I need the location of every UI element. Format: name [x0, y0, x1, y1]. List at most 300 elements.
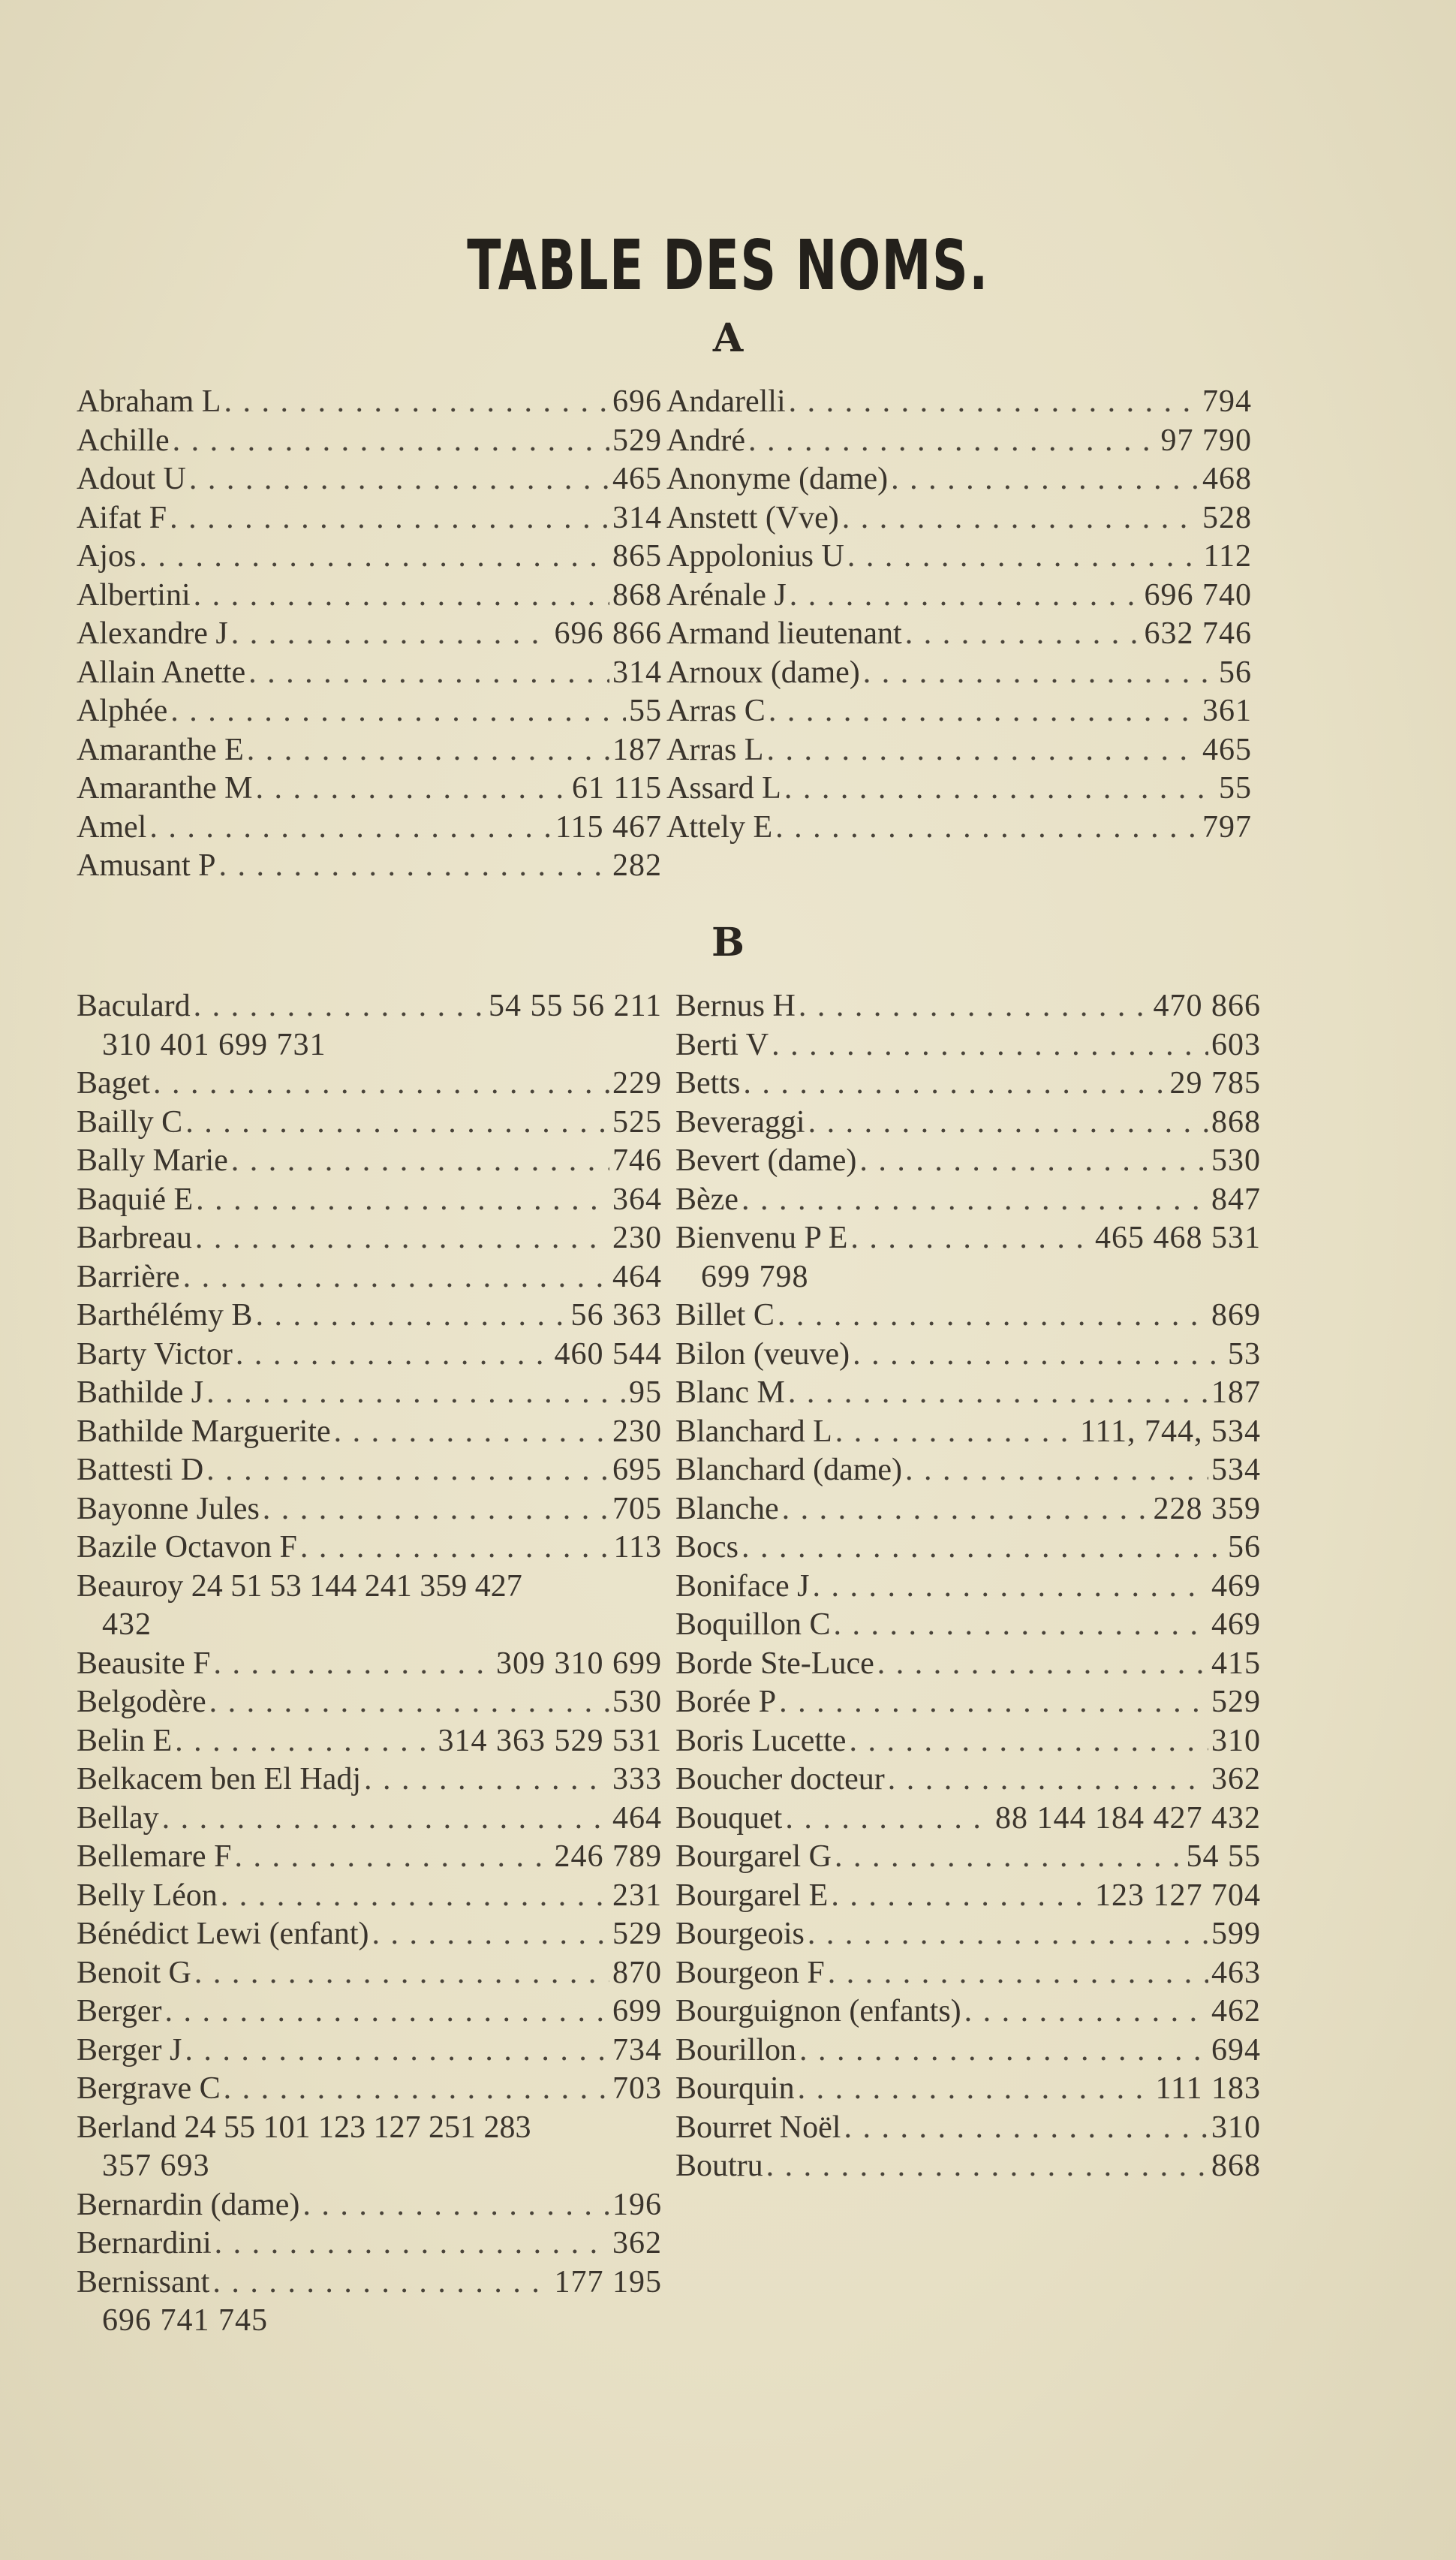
entry-pages: 529	[1211, 1685, 1261, 1719]
entry-name: Barrière	[77, 1259, 180, 1294]
index-entry	[77, 1722, 662, 1761]
index-entry-line	[77, 1142, 662, 1181]
index-entry-line	[675, 1606, 1261, 1645]
entry-pages: 415	[1211, 1646, 1261, 1681]
index-entry-line	[675, 987, 1261, 1026]
dot-leader	[234, 1838, 551, 1877]
entry-name: Belin E	[77, 1723, 173, 1758]
index-entry-line	[675, 1568, 1261, 1607]
index-entry	[675, 1992, 1261, 2031]
index-entry-line	[675, 1490, 1261, 1529]
index-entry	[77, 1297, 662, 1336]
index-entry	[675, 2109, 1261, 2148]
index-entry-line	[77, 1683, 662, 1722]
entry-pages: 314	[612, 500, 662, 535]
index-entry	[675, 1800, 1261, 1839]
entry-pages: 113	[613, 1530, 662, 1565]
entry-name: Bazile Octavon F	[77, 1530, 297, 1565]
index-entry	[666, 577, 1252, 616]
entry-pages: 794	[1202, 384, 1252, 419]
index-entry-line	[675, 1413, 1261, 1452]
index-entry-line	[77, 731, 662, 770]
dot-leader	[844, 2109, 1208, 2148]
index-entry	[675, 1606, 1261, 1645]
index-entry-line	[77, 1954, 662, 1993]
dot-leader	[859, 1142, 1208, 1181]
index-entry-line	[675, 1838, 1261, 1877]
entry-pages: 462	[1211, 1994, 1261, 2028]
entry-pages: 231	[612, 1878, 662, 1913]
entry-name: Arras C	[666, 694, 766, 728]
index-entry-line	[77, 460, 662, 499]
dot-leader	[835, 1838, 1183, 1877]
entry-name: Bally Marie	[77, 1143, 228, 1178]
dot-leader	[790, 577, 1142, 616]
entry-name: Arnoux (dame)	[666, 655, 860, 690]
entry-name: Bellemare F	[77, 1839, 232, 1874]
entry-name: Bernissant	[77, 2264, 210, 2299]
entry-name: Bergrave C	[77, 2071, 221, 2106]
entry-name: Boniface J	[675, 1568, 810, 1604]
index-entry-line	[675, 1992, 1261, 2031]
index-entry-line	[666, 383, 1252, 422]
index-entry	[666, 383, 1252, 422]
index-entry	[77, 538, 662, 577]
entry-pages: 865	[612, 539, 662, 574]
dot-leader	[877, 1645, 1208, 1684]
dot-leader	[785, 1800, 992, 1839]
entry-pages: 599	[1211, 1917, 1261, 1951]
index-entry	[77, 615, 662, 654]
entry-pages: 97 790	[1160, 423, 1252, 458]
index-entry-line	[675, 1528, 1261, 1568]
dot-leader	[194, 1954, 609, 1993]
entry-pages: 868	[612, 577, 662, 613]
index-entry	[675, 2031, 1261, 2071]
entry-name: Abraham L	[77, 384, 221, 419]
entry-pages: 54 55 56 211	[489, 989, 662, 1023]
index-entry	[675, 1568, 1261, 1607]
index-entry-line	[675, 1336, 1261, 1375]
index-entry-line	[77, 1877, 662, 1916]
index-entry	[77, 1413, 662, 1452]
entry-pages: 229	[612, 1066, 662, 1101]
index-entry	[675, 1490, 1261, 1529]
entry-pages: 29 785	[1169, 1066, 1261, 1101]
entry-name: Aifat F	[77, 500, 167, 535]
dot-leader	[778, 1297, 1208, 1336]
entry-name: Attely E	[666, 809, 773, 845]
index-entry	[77, 2109, 662, 2186]
entry-name: Barbreau	[77, 1221, 192, 1255]
entry-name: Bernus H	[675, 989, 796, 1023]
dot-leader	[782, 1490, 1151, 1529]
dot-leader	[183, 1258, 609, 1297]
entry-pages: 734	[612, 2032, 662, 2068]
entry-name: Bèze	[675, 1182, 739, 1217]
entry-pages: 314 363 529 531	[438, 1723, 662, 1758]
index-entry-line	[77, 2031, 662, 2071]
index-entry-line	[77, 809, 662, 848]
index-entry-line	[77, 1760, 662, 1800]
index-entry	[77, 1915, 662, 1954]
dot-leader	[247, 731, 609, 770]
entry-name: Bouquet	[675, 1800, 783, 1836]
index-entry	[666, 731, 1252, 770]
dot-leader	[372, 1915, 609, 1954]
dot-leader	[772, 1026, 1208, 1065]
dot-leader	[834, 1606, 1208, 1645]
section-b-left-column	[77, 987, 662, 2341]
index-entry-line	[675, 2147, 1261, 2186]
index-entry	[77, 1336, 662, 1375]
index-entry-line	[77, 1413, 662, 1452]
dot-leader	[775, 809, 1199, 848]
entry-pages: 868	[1211, 2149, 1261, 2183]
index-entry	[77, 422, 662, 461]
dot-leader	[153, 1065, 609, 1104]
dot-leader	[742, 1181, 1208, 1220]
index-entry	[77, 987, 662, 1065]
entry-name: Bienvenu P E	[675, 1221, 848, 1255]
index-entry	[666, 538, 1252, 577]
dot-leader	[212, 2263, 551, 2302]
index-entry	[77, 1258, 662, 1297]
entry-pages: 314	[612, 655, 662, 690]
entry-pages: 696 866	[554, 616, 662, 651]
index-entry-line	[77, 1336, 662, 1375]
entry-name: Ajos	[77, 539, 137, 574]
index-entry-line	[675, 1877, 1261, 1916]
entry-pages: 529	[612, 1917, 662, 1951]
entry-pages: 603	[1211, 1027, 1261, 1062]
entry-name: Battesti D	[77, 1453, 204, 1487]
dot-leader	[766, 731, 1199, 770]
index-entry	[675, 1722, 1261, 1761]
entry-pages: 228 359	[1153, 1491, 1261, 1526]
index-entry-line	[675, 1181, 1261, 1220]
entry-name: Betts	[675, 1066, 741, 1101]
entry-pages: 868	[1211, 1104, 1261, 1140]
entry-pages: 746	[612, 1143, 662, 1178]
dot-leader	[173, 422, 609, 461]
index-entry-line	[77, 1915, 662, 1954]
index-entry	[675, 1645, 1261, 1684]
entry-name: Bourquin	[675, 2071, 795, 2106]
index-entry-line	[666, 654, 1252, 693]
index-entry-line	[675, 1026, 1261, 1065]
index-entry-line	[77, 2186, 662, 2225]
dot-leader	[831, 1877, 1092, 1916]
entry-name: Blanche	[675, 1491, 779, 1526]
entry-name: Bailly C	[77, 1104, 183, 1140]
entry-name: Belkacem ben El Hadj	[77, 1762, 362, 1797]
dot-leader	[812, 1568, 1208, 1607]
entry-name: Bourret Noël	[675, 2110, 841, 2145]
entry-pages: 361	[1202, 694, 1252, 728]
entry-pages: 464	[612, 1800, 662, 1836]
index-entry-line	[675, 1219, 1261, 1258]
entry-name: Bilon (veuve)	[675, 1336, 850, 1372]
dot-leader	[139, 538, 609, 577]
entry-pages: 465	[1202, 732, 1252, 767]
index-entry-line	[77, 770, 662, 809]
index-entry	[77, 2070, 662, 2109]
entry-name: Amusant P	[77, 848, 216, 883]
index-entry-line	[77, 847, 662, 886]
entry-pages: 870	[612, 1955, 662, 1990]
index-entry-line	[675, 1065, 1261, 1104]
index-entry-line	[666, 692, 1252, 731]
index-entry-line	[77, 2224, 662, 2263]
entry-name: Bourgeon F	[675, 1955, 825, 1990]
index-entry	[77, 1219, 662, 1258]
entry-name: Berti V	[675, 1027, 769, 1062]
entry-name: Bourgarel G	[675, 1839, 832, 1874]
entry-pages: 529	[612, 423, 662, 458]
dot-leader	[206, 1451, 609, 1490]
entry-pages: 463	[1211, 1955, 1261, 1990]
entry-pages: 282	[612, 848, 662, 883]
index-entry	[666, 809, 1252, 848]
entry-name: Bellay	[77, 1800, 159, 1836]
index-entry	[675, 2147, 1261, 2186]
entry-name: Armand lieutenant	[666, 616, 902, 651]
index-entry-line	[77, 1065, 662, 1104]
index-entry-line	[77, 1528, 662, 1568]
entry-pages: 111 183	[1155, 2071, 1261, 2106]
index-entry	[675, 987, 1261, 1026]
index-entry-line	[77, 1568, 662, 1607]
index-entry	[77, 1528, 662, 1568]
dot-leader	[905, 1451, 1208, 1490]
entry-name: Bocs	[675, 1530, 739, 1565]
index-entry	[77, 1877, 662, 1916]
index-entry-line	[77, 987, 662, 1026]
entry-pages: 310	[1211, 1723, 1261, 1758]
index-entry-line	[77, 2109, 662, 2148]
index-entry-line	[77, 1645, 662, 1684]
index-entry	[675, 1104, 1261, 1143]
entry-name: Bourguignon (enfants)	[675, 1994, 961, 2028]
index-entry	[675, 1838, 1261, 1877]
entry-name: Amel	[77, 809, 147, 845]
entry-name: Allain Anette	[77, 655, 246, 690]
entry-name: Appolonius U	[666, 539, 844, 574]
dot-leader	[149, 809, 552, 848]
index-entry	[666, 770, 1252, 809]
index-entry	[77, 809, 662, 848]
entry-pages: 525	[612, 1104, 662, 1140]
index-entry	[77, 1800, 662, 1839]
entry-name: Bayonne Jules	[77, 1491, 260, 1526]
section-letter-b: B	[711, 920, 745, 965]
entry-pages: 705	[612, 1491, 662, 1526]
dot-leader	[334, 1413, 609, 1452]
dot-leader	[828, 1954, 1208, 1993]
index-entry-line	[675, 1722, 1261, 1761]
dot-leader	[213, 1645, 493, 1684]
entry-name: Amaranthe M	[77, 771, 253, 806]
entry-name: Billet C	[675, 1298, 775, 1333]
entry-pages: 56	[1228, 1530, 1261, 1565]
index-entry-line	[666, 809, 1252, 848]
index-entry	[77, 1568, 662, 1645]
entry-name: Belgodère	[77, 1685, 206, 1719]
entry-pages: 309 310 699	[496, 1646, 662, 1681]
entry-pages: 187	[1211, 1375, 1261, 1410]
index-entry-line	[675, 2109, 1261, 2148]
index-entry-line	[675, 1760, 1261, 1800]
index-entry	[77, 1645, 662, 1684]
index-entry	[666, 422, 1252, 461]
index-entry-line	[77, 1722, 662, 1761]
index-entry	[675, 1877, 1261, 1916]
entry-pages: 123 127 704	[1095, 1878, 1261, 1913]
index-entry-line	[675, 2070, 1261, 2109]
entry-pages: 61 115	[572, 771, 662, 806]
entry-pages: 460 544	[554, 1336, 662, 1372]
index-entry-line	[675, 1683, 1261, 1722]
index-entry	[666, 654, 1252, 693]
index-entry	[77, 770, 662, 809]
index-entry-line	[77, 422, 662, 461]
entry-pages: 95	[629, 1375, 662, 1410]
entry-name: Bathilde Marguerite	[77, 1414, 331, 1449]
index-entry	[77, 1992, 662, 2031]
dot-leader	[784, 770, 1216, 809]
entry-pages: 847	[1211, 1182, 1261, 1217]
entry-pages: 632 746	[1144, 616, 1252, 651]
dot-leader	[849, 1722, 1208, 1761]
dot-leader	[255, 770, 569, 809]
entry-continuation-pages: 699 798	[701, 1259, 809, 1294]
dot-leader	[170, 692, 626, 731]
index-entry	[77, 1374, 662, 1413]
index-entry	[675, 1142, 1261, 1181]
dot-leader	[847, 538, 1201, 577]
entry-name: Beveraggi	[675, 1104, 805, 1140]
dot-leader	[255, 1297, 567, 1336]
entry-name: Andarelli	[666, 384, 786, 419]
index-entry-line	[666, 731, 1252, 770]
entry-name: Arénale J	[666, 577, 787, 613]
entry-name: Bernardin (dame)	[77, 2187, 300, 2222]
index-entry-line	[666, 577, 1252, 616]
dot-leader	[850, 1219, 1092, 1258]
dot-leader	[364, 1760, 609, 1800]
index-entry	[77, 1181, 662, 1220]
index-entry	[675, 1026, 1261, 1065]
entry-pages: 530	[612, 1685, 662, 1719]
entry-name: Baget	[77, 1066, 150, 1101]
entry-name: Bourgarel E	[675, 1878, 829, 1913]
dot-leader	[165, 1992, 609, 2031]
entry-pages: 230	[612, 1221, 662, 1255]
index-entry-line	[675, 1800, 1261, 1839]
entry-pages: 465 468 531	[1095, 1221, 1261, 1255]
index-entry-line	[77, 1800, 662, 1839]
entry-pages: 362	[612, 2226, 662, 2260]
entry-name: Bathilde J	[77, 1375, 204, 1410]
index-entry-line	[666, 615, 1252, 654]
entry-name: Bernardini	[77, 2226, 212, 2260]
entry-continuation-pages: 696 741 745	[102, 2303, 268, 2338]
section-b-right-column	[675, 987, 1261, 2186]
index-entry	[77, 654, 662, 693]
dot-leader	[842, 499, 1199, 538]
entry-name: Belly Léon	[77, 1878, 218, 1913]
index-entry	[675, 1065, 1261, 1104]
dot-leader	[175, 1722, 435, 1761]
entry-pages: 797	[1202, 809, 1252, 845]
index-entry	[77, 1838, 662, 1877]
entry-name: Arras L	[666, 732, 764, 767]
index-entry	[77, 383, 662, 422]
entry-name: Berger	[77, 1994, 162, 2028]
entry-pages: 528	[1202, 500, 1252, 535]
index-entry	[77, 1451, 662, 1490]
entry-pages: 177 195	[554, 2264, 662, 2299]
entry-name: Assard L	[666, 771, 781, 806]
entry-name: Achille	[77, 423, 170, 458]
entry-pages: 699	[612, 1994, 662, 2028]
index-entry-line	[77, 615, 662, 654]
dot-leader	[195, 1219, 609, 1258]
dot-leader	[189, 460, 609, 499]
dot-leader	[748, 422, 1158, 461]
index-entry	[675, 1297, 1261, 1336]
index-entry-line	[666, 422, 1252, 461]
dot-leader	[236, 1336, 552, 1375]
entry-pages: 464	[612, 1259, 662, 1294]
dot-leader	[789, 383, 1199, 422]
entry-pages: 696	[612, 384, 662, 419]
entry-pages: 468	[1202, 462, 1252, 496]
entry-name: André	[666, 423, 745, 458]
entry-name: Barty Victor	[77, 1336, 233, 1372]
index-entry	[77, 1490, 662, 1529]
index-entry-line	[675, 1645, 1261, 1684]
index-entry-line	[675, 1374, 1261, 1413]
index-entry-line	[675, 1297, 1261, 1336]
dot-leader	[302, 2186, 609, 2225]
dot-leader	[853, 1336, 1225, 1375]
dot-leader	[194, 987, 486, 1026]
dot-leader	[808, 1104, 1208, 1143]
index-entry	[666, 615, 1252, 654]
entry-name: Beauroy 24 51 53 144 241 359 427	[77, 1568, 522, 1604]
entry-pages: 56	[1219, 655, 1252, 690]
dot-leader	[905, 615, 1142, 654]
index-entry-line	[77, 1219, 662, 1258]
dot-leader	[766, 2147, 1208, 2186]
index-entry	[675, 1413, 1261, 1452]
dot-leader	[300, 1528, 611, 1568]
index-entry-line	[666, 460, 1252, 499]
entry-pages: 469	[1211, 1607, 1261, 1642]
index-entry-line	[77, 499, 662, 538]
entry-name: Blanc M	[675, 1375, 785, 1410]
index-entry	[77, 2263, 662, 2341]
index-entry-line	[77, 654, 662, 693]
index-entry	[675, 1528, 1261, 1568]
entry-pages: 869	[1211, 1298, 1261, 1333]
index-entry	[77, 1142, 662, 1181]
index-entry	[675, 1219, 1261, 1297]
entry-name: Albertini	[77, 577, 191, 613]
entry-pages: 530	[1211, 1143, 1261, 1178]
